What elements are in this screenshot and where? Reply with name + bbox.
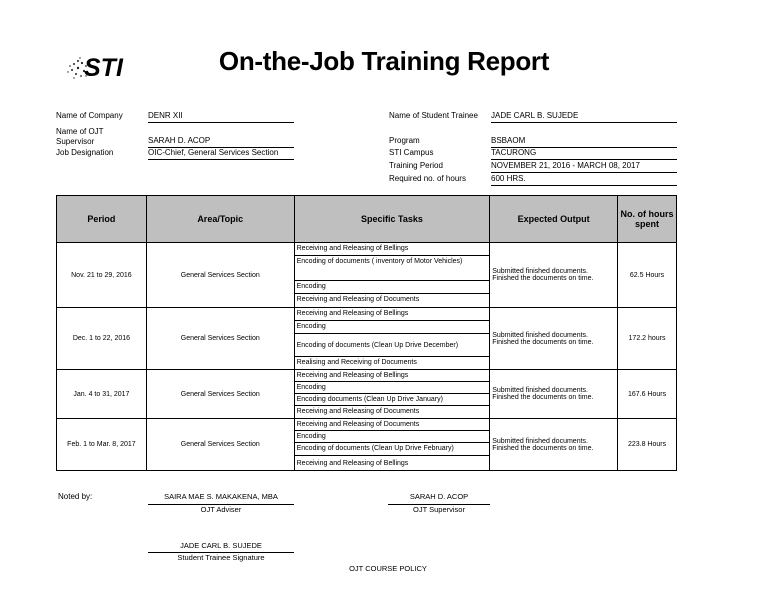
hours-cell: 167.6 Hours: [618, 370, 677, 419]
page-title: On-the-Job Training Report: [218, 46, 550, 76]
hours-cell: 172.2 hours: [618, 308, 677, 370]
student-signature-name: JADE CARL B. SUJEDE: [180, 541, 262, 550]
header-output: Expected Output: [490, 196, 618, 243]
header-area: Area/Topic: [146, 196, 294, 243]
noted-by-label: Noted by:: [58, 492, 93, 501]
supervisor-role: OJT Supervisor: [388, 504, 490, 514]
student-label: Name of Student Trainee: [389, 111, 478, 120]
area-cell: General Services Section: [146, 419, 294, 471]
training-period-label: Training Period: [389, 161, 443, 170]
area-cell: General Services Section: [146, 243, 294, 308]
hours-cell: 62.5 Hours: [618, 243, 677, 308]
task-item: Encoding of documents (Clean Up Drive February): [295, 443, 490, 456]
task-item: Encoding of documents ( inventory of Motor Vehicles): [295, 256, 490, 281]
footer-text: OJT COURSE POLICY: [349, 564, 427, 573]
period-cell: Nov. 21 to 29, 2016: [57, 243, 147, 308]
task-item: Receiving and Releasing of Bellings: [295, 370, 490, 382]
student-role: Student Trainee Signature: [148, 552, 294, 562]
tasks-cell: [294, 370, 490, 419]
task-item: Realising and Receiving of Documents: [296, 359, 417, 366]
area-cell: General Services Section: [146, 308, 294, 370]
supervisor-signature-name: SARAH D. ACOP: [409, 492, 469, 501]
output-cell: Submitted finished documents. Finished the documents on time.: [490, 308, 618, 370]
header-hours: No. of hours spent: [618, 196, 677, 243]
tasks-cell: [294, 243, 490, 308]
area-cell: General Services Section: [146, 370, 294, 419]
designation-label: Job Designation: [56, 148, 114, 157]
table-row: [57, 370, 677, 419]
company-value: DENR XII: [148, 111, 294, 123]
training-table: [56, 195, 677, 471]
output-cell: Submitted finished documents. Finished the documents on time.: [490, 243, 618, 308]
table-header-row: [57, 196, 677, 243]
task-item: Receiving and Releasing of Documents: [296, 296, 420, 303]
company-label: Name of Company: [56, 111, 123, 120]
supervisor-value: SARAH D. ACOP: [148, 136, 294, 148]
output-cell: Submitted finished documents. Finished the documents on time.: [490, 419, 618, 471]
required-hours-label: Required no. of hours: [389, 174, 466, 183]
task-item: Receiving and Releasing of Documents: [296, 408, 420, 415]
header-period: Period: [57, 196, 147, 243]
adviser-role: OJT Adviser: [148, 504, 294, 514]
program-label: Program: [389, 136, 420, 145]
logo-text: STI: [84, 54, 123, 82]
tasks-cell: [294, 419, 490, 471]
period-cell: Dec. 1 to 22, 2016: [57, 308, 147, 370]
hours-cell: 223.8 Hours: [618, 419, 677, 471]
campus-value: TACURONG: [491, 148, 677, 160]
designation-value: OIC-Chief, General Services Section: [148, 148, 294, 160]
student-value: JADE CARL B. SUJEDE: [491, 111, 677, 123]
header-tasks: Specific Tasks: [294, 196, 490, 243]
required-hours-value: 600 HRS.: [491, 174, 677, 186]
adviser-name: SAIRA MAE S. MAKAKENA, MBA: [164, 492, 278, 501]
task-item: Encoding documents (Clean Up Drive January): [295, 394, 490, 406]
task-item: Receiving and Releasing of Bellings: [296, 460, 409, 467]
program-value: BSBAOM: [491, 136, 677, 148]
period-cell: Feb. 1 to Mar. 8, 2017: [57, 419, 147, 471]
task-item: Receiving and Releasing of Documents: [295, 419, 490, 431]
campus-label: STI Campus: [389, 148, 434, 157]
table-row: [57, 308, 677, 370]
task-item: Encoding: [295, 281, 490, 294]
task-item: Receiving and Releasing of Bellings: [295, 308, 490, 321]
training-period-value: NOVEMBER 21, 2016 - MARCH 08, 2017: [491, 161, 677, 173]
task-item: Encoding of documents (Clean Up Drive December): [295, 334, 490, 357]
supervisor-label: Name of OJT Supervisor: [56, 127, 104, 146]
task-item: Encoding: [295, 321, 490, 334]
table-row: [57, 243, 677, 308]
table-row: [57, 419, 677, 471]
task-item: Encoding: [295, 431, 490, 443]
output-cell: Submitted finished documents. Finished the documents on time.: [490, 370, 618, 419]
tasks-cell: [294, 308, 490, 370]
task-item: Encoding: [295, 382, 490, 394]
period-cell: Jan. 4 to 31, 2017: [57, 370, 147, 419]
task-item: Receiving and Releasing of Bellings: [295, 243, 490, 256]
